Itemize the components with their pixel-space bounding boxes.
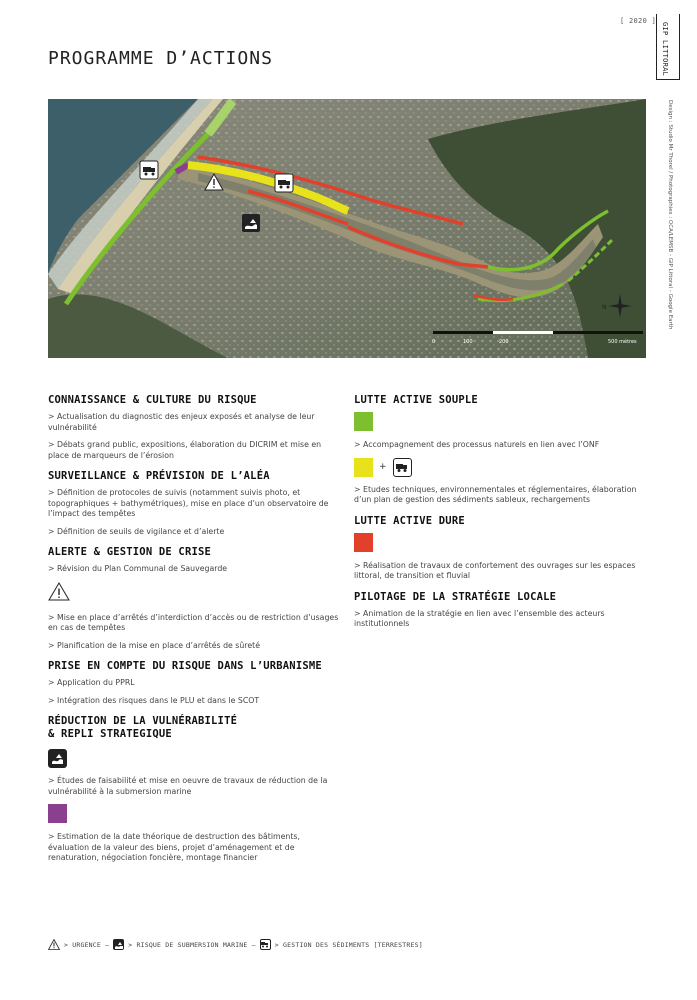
section-title-reduction (48, 715, 342, 741)
action-item: > Définition de protocoles de suivis (notamment suivis photo, et topographiques + bathymétriques), mise en place d’un observatoire de l’impact des tempêtes (48, 488, 329, 518)
truck-icon-map-1 (140, 161, 158, 179)
action-item: > Estimation de la date théorique de destruction des bâtiments, évaluation de la valeur des biens, projet d’aménagement et de renaturation, négociation foncière, montage financier (48, 832, 300, 862)
section-title-surveillance: SURVEILLANCE & PRÉVISION DE L’ALÉA (48, 470, 270, 482)
section-title-dure: LUTTE ACTIVE DURE (354, 514, 465, 527)
action-item: > Définition de seuils de vigilance et d’alerte (48, 526, 225, 536)
section-surveillance (48, 470, 342, 537)
yellow-swatch (354, 458, 373, 477)
section-title-reduction-line1: RÉDUCTION DE LA VULNÉRABILITÉ (48, 715, 238, 727)
action-item: > Débats grand public, expositions, élaboration du DICRIM et mise en place de marqueurs de l’érosion (48, 440, 322, 460)
action-item: > Réalisation de travaux de confortement des ouvrages sur les espaces littoral, de transition et fluvial (354, 560, 636, 580)
section-pilotage (354, 591, 648, 630)
action-item: > Planification de la mise en place d’arrêtés de sûreté (48, 640, 260, 650)
plus-sign: + (379, 462, 387, 472)
section-urbanisme (48, 660, 342, 706)
photo-credits: Design : Studio Mr Thorel / Photographies : OCA/LEMSB - GIP Littoral - Google Earth (667, 100, 673, 330)
action-item: > Mise en place d’arrêtés d’interdiction d’accès ou de restriction d’usages en cas de tempêtes (48, 612, 339, 632)
legend-urgence: > URGENCE — (64, 940, 110, 949)
left-column (48, 394, 342, 873)
submersion-icon (48, 749, 67, 768)
year-label: [ 2020 ] (620, 17, 657, 25)
legend-sediments: > GESTION DES SÉDIMENTS [TERRESTRES] (274, 940, 423, 949)
aerial-map (48, 99, 646, 358)
action-item: > Animation de la stratégie en lien avec l’ensemble des acteurs institutionnels (354, 608, 605, 628)
right-column (354, 394, 648, 639)
footer-legend (48, 939, 423, 950)
scale-label-500: 500 mètres (608, 339, 637, 345)
scale-label-100: 100 (463, 339, 473, 345)
action-item: > Actualisation du diagnostic des enjeux exposés et analyse de leur vulnérabilité (48, 412, 315, 432)
section-title-alerte: ALERTE & GESTION DE CRISE (48, 546, 212, 558)
section-title-reduction-line2: & REPLI STRATEGIQUE (48, 728, 172, 740)
action-item: > Révision du Plan Communal de Sauvegarde (48, 564, 228, 573)
action-item: > Accompagnement des processus naturels en lien avec l’ONF (354, 440, 600, 449)
page-title: PROGRAMME D’ACTIONS (48, 48, 273, 69)
side-tab-label: GIP LITTORAL (661, 22, 669, 77)
truck-icon (393, 458, 412, 477)
yellow-truck-legend (354, 458, 648, 477)
green-swatch (354, 412, 373, 431)
scale-label-0: 0 (432, 339, 436, 345)
north-label: N (602, 304, 607, 311)
section-souple (354, 394, 648, 506)
purple-swatch (48, 804, 67, 823)
section-alerte (48, 546, 342, 651)
section-title-pilotage: PILOTAGE DE LA STRATÉGIE LOCALE (354, 590, 557, 603)
legend-submersion: > RISQUE DE SUBMERSION MARINE — (128, 940, 256, 949)
action-item: > Application du PPRL (48, 678, 135, 687)
action-item: > Études de faisabilité et mise en oeuvre de travaux de réduction de la vulnérabilité à la submersion marine (48, 776, 328, 796)
scale-label-200: 200 (499, 339, 509, 345)
section-reduction (48, 715, 342, 864)
section-dure (354, 515, 648, 582)
action-item: > Intégration des risques dans le PLU et dans le SCOT (48, 695, 260, 705)
truck-icon-map-2 (275, 174, 293, 192)
section-title-urbanisme: PRISE EN COMPTE DU RISQUE DANS L’URBANISME (48, 660, 322, 672)
section-title-souple: LUTTE ACTIVE SOUPLE (354, 394, 478, 406)
red-swatch (354, 533, 373, 552)
section-connaissance (48, 394, 342, 461)
section-title-connaissance: CONNAISSANCE & CULTURE DU RISQUE (48, 394, 257, 406)
action-item: > Etudes techniques, environnementales et réglementaires, élaboration d’un plan de gestion des sédiments sableux, rechargements (354, 484, 637, 504)
submersion-icon-map (242, 214, 260, 232)
warning-icon (48, 582, 342, 605)
submersion-icon-legend (113, 939, 124, 950)
truck-icon-legend (260, 939, 271, 950)
warning-icon-legend (48, 939, 60, 950)
